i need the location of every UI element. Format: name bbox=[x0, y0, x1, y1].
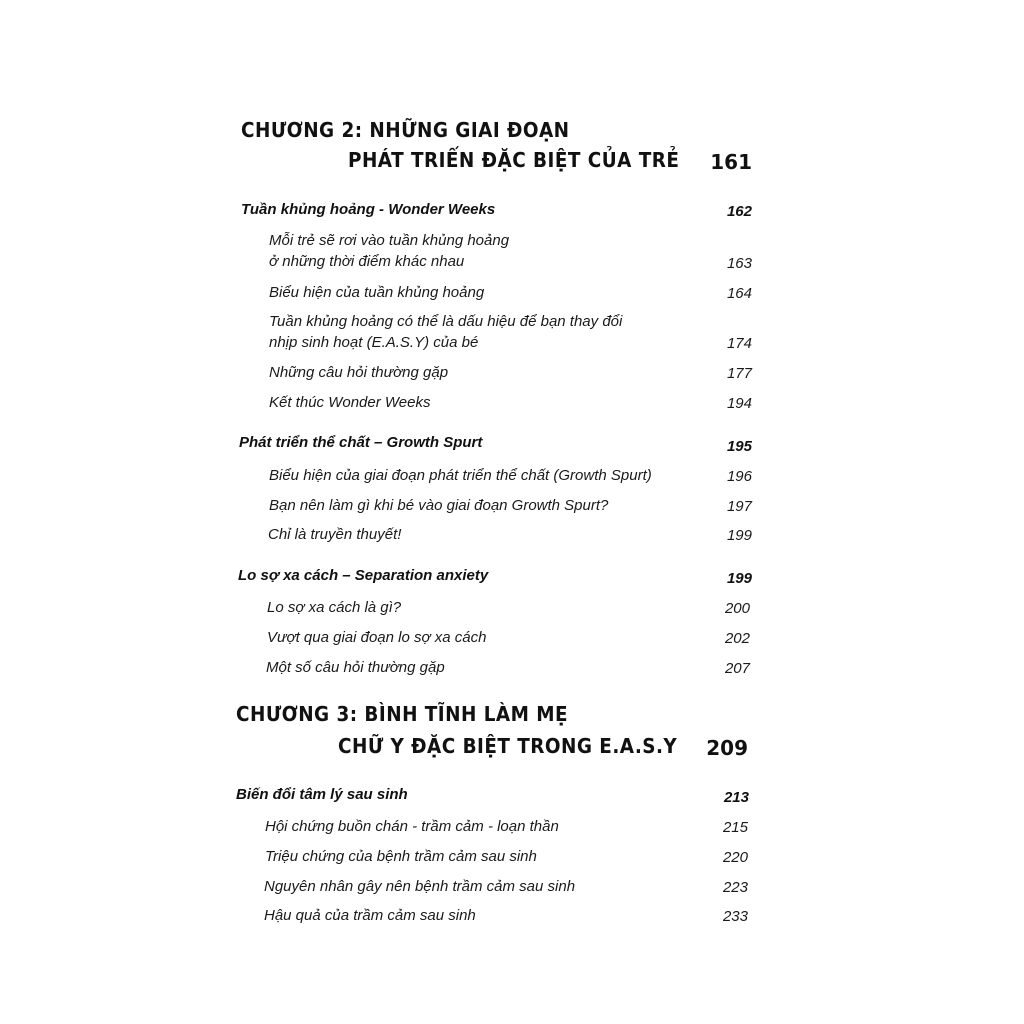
toc-item-title: Chỉ là truyền thuyết! bbox=[268, 526, 402, 543]
section-title-postpartum-psychology: Biến đổi tâm lý sau sinh bbox=[236, 786, 408, 803]
toc-item-title-line: ở những thời điểm khác nhau bbox=[269, 253, 465, 270]
chapter-3-title-line-1: CHƯƠNG 3: BÌNH TĨNH LÀM MẸ bbox=[236, 702, 569, 726]
toc-item-page-number: 177 bbox=[726, 365, 752, 382]
toc-item-title bbox=[269, 311, 622, 353]
toc-item-page-number: 197 bbox=[726, 498, 752, 515]
chapter-2-title-line-1: CHƯƠNG 2: NHỮNG GIAI ĐOẠN bbox=[241, 118, 570, 142]
toc-item-page-number: 164 bbox=[726, 285, 752, 302]
toc-item-page-number: 233 bbox=[722, 908, 748, 925]
toc-item-title: Hậu quả của trầm cảm sau sinh bbox=[264, 907, 476, 924]
section-title-wonder-weeks: Tuần khủng hoảng - Wonder Weeks bbox=[241, 201, 496, 218]
section-title-separation-anxiety: Lo sợ xa cách – Separation anxiety bbox=[238, 567, 489, 584]
toc-item-page-number: 163 bbox=[726, 255, 752, 272]
chapter-2-page-number: 161 bbox=[710, 150, 752, 174]
section-page-number: 195 bbox=[726, 438, 752, 455]
toc-item-page-number: 223 bbox=[722, 879, 748, 896]
toc-item-page-number: 194 bbox=[726, 395, 752, 412]
toc-item-title: Biểu hiện của tuần khủng hoảng bbox=[269, 284, 485, 301]
toc-item-page-number: 220 bbox=[722, 849, 748, 866]
chapter-3-page-number: 209 bbox=[706, 736, 748, 760]
toc-item-title: Những câu hỏi thường gặp bbox=[269, 364, 449, 381]
toc-item-title: Triệu chứng của bệnh trầm cảm sau sinh bbox=[265, 848, 537, 865]
toc-item-title: Lo sợ xa cách là gì? bbox=[267, 599, 402, 616]
toc-item-page-number: 207 bbox=[724, 660, 750, 677]
toc-item-title bbox=[269, 230, 509, 272]
toc-item-title: Hội chứng buồn chán - trầm cảm - loạn thần bbox=[265, 818, 559, 835]
toc-item-title-line: Tuần khủng hoảng có thể là dấu hiệu để bạn thay đổi bbox=[269, 313, 623, 330]
chapter-2-title-line-2: PHÁT TRIỂN ĐẶC BIỆT CỦA TRẺ bbox=[348, 148, 680, 172]
toc-item-title: Nguyên nhân gây nên bệnh trầm cảm sau sinh bbox=[264, 878, 576, 895]
toc-item-page-number: 202 bbox=[724, 630, 750, 647]
toc-item-title-line: nhịp sinh hoạt (E.A.S.Y) của bé bbox=[269, 334, 479, 351]
toc-item-title: Biểu hiện của giai đoạn phát triển thể chất (Growth Spurt) bbox=[269, 467, 652, 484]
toc-item-title: Bạn nên làm gì khi bé vào giai đoạn Growth Spurt? bbox=[269, 497, 609, 514]
toc-item-page-number: 200 bbox=[724, 600, 750, 617]
toc-item-title: Vượt qua giai đoạn lo sợ xa cách bbox=[267, 629, 487, 646]
toc-item-page-number: 174 bbox=[726, 335, 752, 352]
toc-item-page-number: 215 bbox=[722, 819, 748, 836]
toc-item-title-line: Mỗi trẻ sẽ rơi vào tuần khủng hoảng bbox=[269, 232, 510, 249]
section-page-number: 213 bbox=[723, 789, 749, 806]
section-page-number: 162 bbox=[726, 203, 752, 220]
section-page-number: 199 bbox=[726, 570, 752, 587]
toc-item-page-number: 196 bbox=[726, 468, 752, 485]
toc-item-title: Một số câu hỏi thường gặp bbox=[266, 659, 445, 676]
section-title-growth-spurt: Phát triển thể chất – Growth Spurt bbox=[239, 434, 483, 451]
chapter-3-title-line-2: CHỮ Y ĐẶC BIỆT TRONG E.A.S.Y bbox=[338, 734, 678, 758]
toc-item-title: Kết thúc Wonder Weeks bbox=[269, 394, 431, 411]
toc-item-page-number: 199 bbox=[726, 527, 752, 544]
